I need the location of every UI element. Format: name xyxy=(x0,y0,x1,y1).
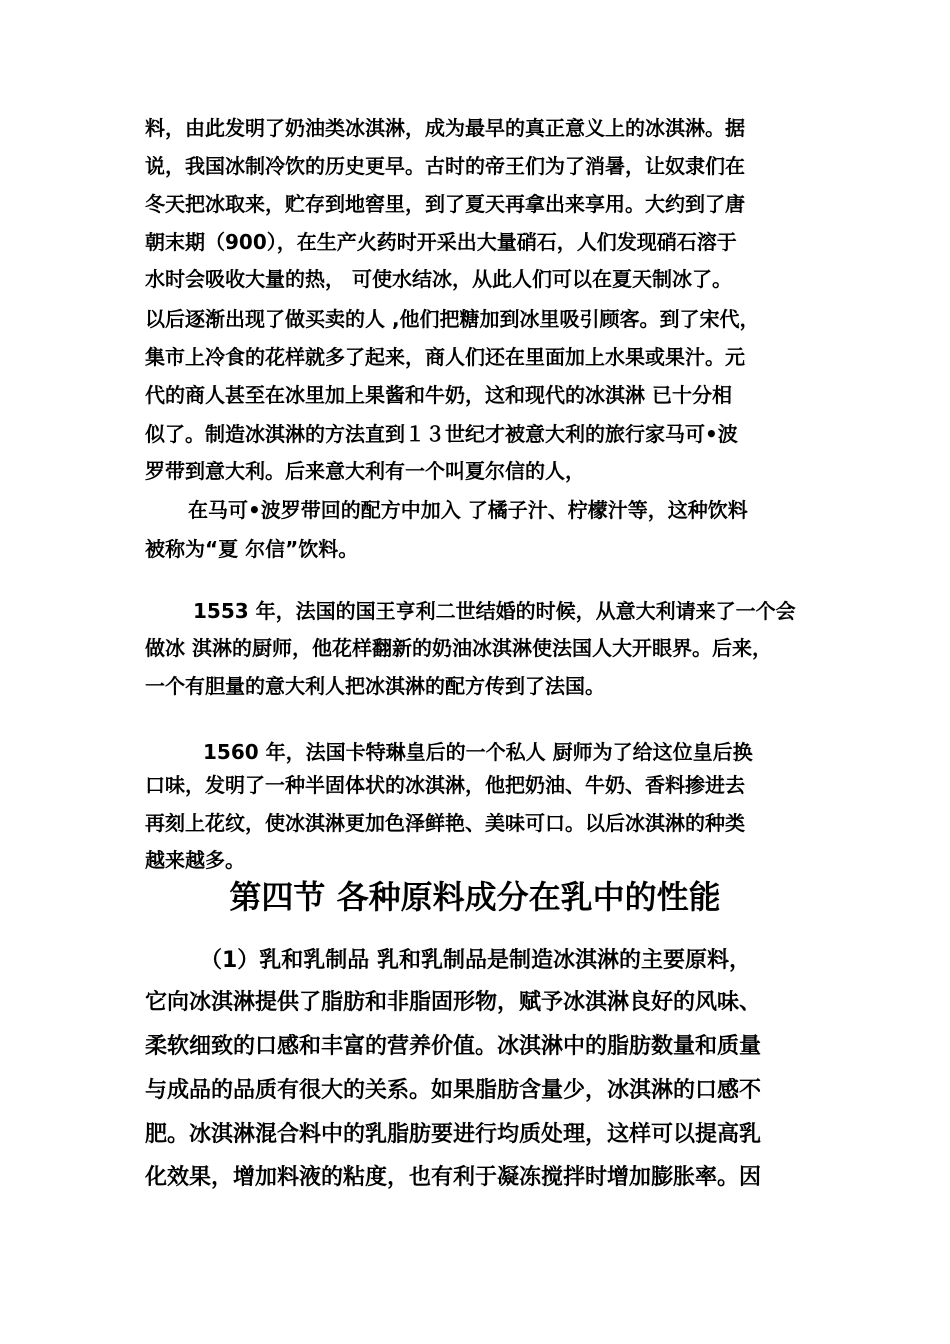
text-line: 说，我国冰制冷饮的历史更早。古时的帝王们为了消暑，让奴隶们在 xyxy=(145,154,745,178)
text-line: 1553 年，法国的国王亨利二世结婚的时候，从意大利请来了一个会 xyxy=(193,599,796,623)
text-line: 罗带到意大利。后来意大利有一个叫夏尔信的人， xyxy=(145,459,585,483)
text-line: 肥。冰淇淋混合料中的乳脂肪要进行均质处理，这样可以提高乳 xyxy=(145,1122,762,1147)
text-line: 化效果，增加料液的粘度，也有利于凝冻搅拌时增加膨胀率。因 xyxy=(145,1165,762,1190)
text-line: 被称为“夏 尔信”饮料。 xyxy=(145,537,359,561)
text-line: 在马可•波罗带回的配方中加入 了橘子汁、柠檬汁等，这种饮料 xyxy=(188,498,748,522)
text-line: 水时会吸收大量的热， 可使水结冰，从此人们可以在夏天制冰了。 xyxy=(145,267,732,291)
text-line: 一个有胆量的意大利人把冰淇淋的配方传到了法国。 xyxy=(145,674,605,698)
text-line: 朝末期（900），在生产火药时开采出大量硝石，人们发现硝石溶于 xyxy=(145,230,737,254)
text-line: 做冰 淇淋的厨师，他花样翻新的奶油冰淇淋使法国人大开眼界。后来， xyxy=(145,636,772,660)
text-line: （1）乳和乳制品 乳和乳制品是制造冰淇淋的主要原料， xyxy=(200,948,751,973)
text-line: 它向冰淇淋提供了脂肪和非脂固形物，赋予冰淇淋良好的风味、 xyxy=(145,990,762,1015)
text-line: 料，由此发明了奶油类冰淇淋，成为最早的真正意义上的冰淇淋。据 xyxy=(145,116,745,140)
text-line: 柔软细致的口感和丰富的营养价值。冰淇淋中的脂肪数量和质量 xyxy=(145,1034,762,1059)
text-line: 再刻上花纹，使冰淇淋更加色泽鲜艳、美味可口。以后冰淇淋的种类 xyxy=(145,811,745,835)
text-line: 与成品的品质有很大的关系。如果脂肪含量少，冰淇淋的口感不 xyxy=(145,1078,762,1103)
section-heading: 第四节 各种原料成分在乳中的性能 xyxy=(229,878,721,916)
text-line: 似了。制造冰淇淋的方法直到１３世纪才被意大利的旅行家马可•波 xyxy=(145,422,738,446)
text-line: 越来越多。 xyxy=(145,848,245,872)
text-line: 以后逐渐出现了做买卖的人 ,他们把糖加到冰里吸引顾客。到了宋代， xyxy=(145,307,760,331)
text-line: 代的商人甚至在冰里加上果酱和牛奶，这和现代的冰淇淋 已十分相 xyxy=(145,383,732,407)
text-line: 1560 年，法国卡特琳皇后的一个私人 厨师为了给这位皇后换 xyxy=(203,740,753,764)
text-line: 口味，发明了一种半固体状的冰淇淋，他把奶油、牛奶、香料掺进去 xyxy=(145,773,745,797)
text-line: 冬天把冰取来，贮存到地窖里，到了夏天再拿出来享用。大约到了唐 xyxy=(145,192,745,216)
text-line: 集市上冷食的花样就多了起来，商人们还在里面加上水果或果汁。元 xyxy=(145,345,745,369)
